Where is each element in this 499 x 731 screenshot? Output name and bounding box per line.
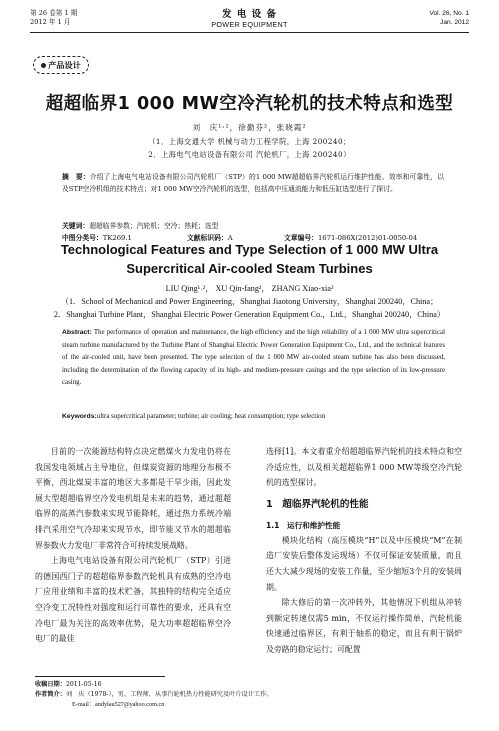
keywords-cn bbox=[62, 220, 444, 232]
journal-name-en: POWER EQUIPMENT bbox=[211, 20, 288, 29]
paragraph: 选择[1]。本文着重介绍超超临界汽轮机的技术特点和空冷适应性，以及相关超超临界1 000 MW等级空冷汽轮机的选型探讨。 bbox=[266, 447, 462, 488]
received-label: 收稿日期： bbox=[35, 681, 66, 688]
id-label: 文章编号： bbox=[284, 234, 318, 242]
author-bio-label: 作者简介： bbox=[35, 691, 66, 698]
clc-value: TK269.1 bbox=[102, 234, 132, 242]
abstract-cn-text: 介绍了上海电气电站设备有限公司汽轮机厂（STP）的1 000 MW超超临界汽轮机运行维护性能、效率和可靠性，以及STP空冷机组的技术特点；对1 000 MW空冷汽轮机的选型，包括高中压通流能力和低压缸选型进行了探讨。 bbox=[62, 173, 445, 194]
affiliation-cn-1: （1．上海交通大学 机械与动力工程学院，上海 200240； bbox=[148, 137, 351, 146]
abstract-en-label: Abstract: bbox=[62, 329, 92, 336]
authors-cn: 刘 庆¹˒²，徐勤芬²，张晓霞² bbox=[192, 123, 307, 132]
column-tag bbox=[33, 56, 89, 74]
authors-en: LIU Qing¹˒²， XU Qin-fang²， ZHANG Xiao-xia² bbox=[165, 284, 334, 293]
affiliation-en-2: 2．Shanghai Turbine Plant，Shanghai Electric Power Generation Equipment Co.，Ltd.，Shanghai 200240，China） bbox=[53, 310, 446, 319]
column-tag-label: 产品设计 bbox=[48, 59, 81, 70]
abstract-en bbox=[62, 327, 445, 390]
journal-name-cn: 发 电 设 备 bbox=[222, 9, 277, 20]
page-header bbox=[30, 9, 469, 33]
title-cn: 超超临界1 000 MW空冷汽轮机的技术特点和选型 bbox=[45, 94, 454, 114]
paragraph: 模块化结构（高压模块“H”以及中压模块“M”在制造厂安装后整体发运现场）不仅可保证安装质量，而且还大大减少现场的安装工作量，至少缩短3个月的安装周期。 bbox=[266, 535, 462, 592]
footnote-author bbox=[35, 690, 465, 700]
header-center bbox=[30, 9, 469, 29]
keywords-en-text: ultra supercritical parameter; turbine; air cooling; heat consumption; type selection bbox=[96, 413, 326, 420]
abstract-en-text: The performance of operation and maintenance, the high efficiency and the high reliability of a 1 000 MW ultra supercritical steam turbine manufactured by the Turbine Plant of Shanghai Electric Power Generation Equipment Co., Ltd., and the technical features of the air-cooled unit, have been presented. The type selection of the 1 000 MW air-cooled steam turbine has also been discussed, including the determination of the flowing capacity of its high- and medium-pressure casings and the type selection of its low-pressure casing. bbox=[62, 329, 446, 387]
keywords-en-label: Keywords: bbox=[62, 413, 97, 420]
clc-label: 中图分类号： bbox=[62, 234, 103, 242]
subsection-heading: 1.1 运行和维护性能 bbox=[266, 520, 341, 530]
header-right bbox=[429, 9, 469, 27]
affiliation-cn-2: 2．上海电气电站设备有限公司 汽轮机厂，上海 200240） bbox=[148, 150, 351, 159]
paragraph: 除大修后的第一次冲转外，其他情况下机组从冲转到额定转速仅需5 min，不仅运行操作简单，汽轮机能快速通过临界区，有利于轴系的稳定，而且有利于锅炉及旁路的稳定运行；可配置 bbox=[266, 598, 462, 654]
abstract-cn bbox=[62, 171, 444, 196]
keywords-cn-text: 超超临界参数；汽轮机；空冷；热耗；选型 bbox=[89, 222, 219, 230]
received-date: 2011-05-16 bbox=[65, 681, 102, 688]
footnote-email: E-mail：andylau527@yahoo.com.cn bbox=[72, 701, 165, 708]
paragraph: 上海电气电站设备有限公司汽轮机厂（STP）引进的德国西门子的超超临界参数汽轮机具有成熟的空冷电厂应用业绩和丰富的技术贮备，其独特的结构完全适应空冷变工况特性对强度和运行可靠性的要求，还具有空冷电厂最为关注的高效率优势，是大功率超超临界空冷电厂的最佳 bbox=[35, 556, 231, 644]
keywords-cn-label: 关键词： bbox=[62, 222, 90, 230]
keywords-en bbox=[62, 411, 445, 423]
body-column-right bbox=[266, 444, 462, 658]
footnote-divider bbox=[35, 676, 165, 677]
body-column-left bbox=[35, 444, 231, 647]
affiliation-en-1: （1．School of Mechanical and Power Engineering，Shanghai Jiaotong University，Shanghai 200240，China； bbox=[60, 297, 439, 306]
abstract-cn-label: 摘 要： bbox=[62, 173, 90, 181]
paragraph: 目前的一次能源结构特点决定燃煤火力发电仍将在我国发电领域占主导地位，但煤炭资源的地理分布极不平衡，西北煤炭丰富的地区大多都是干旱少雨，因此发展大型超超临界空冷发电机组是未来的趋势，通过超超临界的高蒸汽参数来实现节能降耗，通过热力系统冷端排汽采用空气冷却来实现节水，即节能又节水的超超临界参数火力发电厂非常符合可持续发展战略。 bbox=[35, 447, 231, 550]
doc-value: A bbox=[227, 234, 233, 242]
date-en: Jan. 2012 bbox=[440, 19, 469, 26]
volume-cn: 第 26 卷第 1 期 bbox=[30, 9, 78, 17]
title-en: Technological Features and Type Selection of 1 000 MW Ultra Supercritical Air-cooled Steam Turbines bbox=[60, 242, 439, 276]
bullet-icon bbox=[41, 63, 46, 68]
section-heading: 1 超临界汽轮机的性能 bbox=[266, 498, 369, 510]
date-cn: 2012 年 1 月 bbox=[30, 18, 71, 26]
volume-en: Vol. 26, No. 1 bbox=[429, 10, 469, 17]
doc-label: 文献标识码： bbox=[187, 234, 228, 242]
footnote-received bbox=[35, 680, 465, 690]
author-bio: 刘 庆（1978-），男，工程师，从事汽轮机热力性能研究及叶片设计工作。 bbox=[65, 691, 273, 698]
id-value: 1671-086X(2012)01-0050-04 bbox=[317, 234, 418, 242]
